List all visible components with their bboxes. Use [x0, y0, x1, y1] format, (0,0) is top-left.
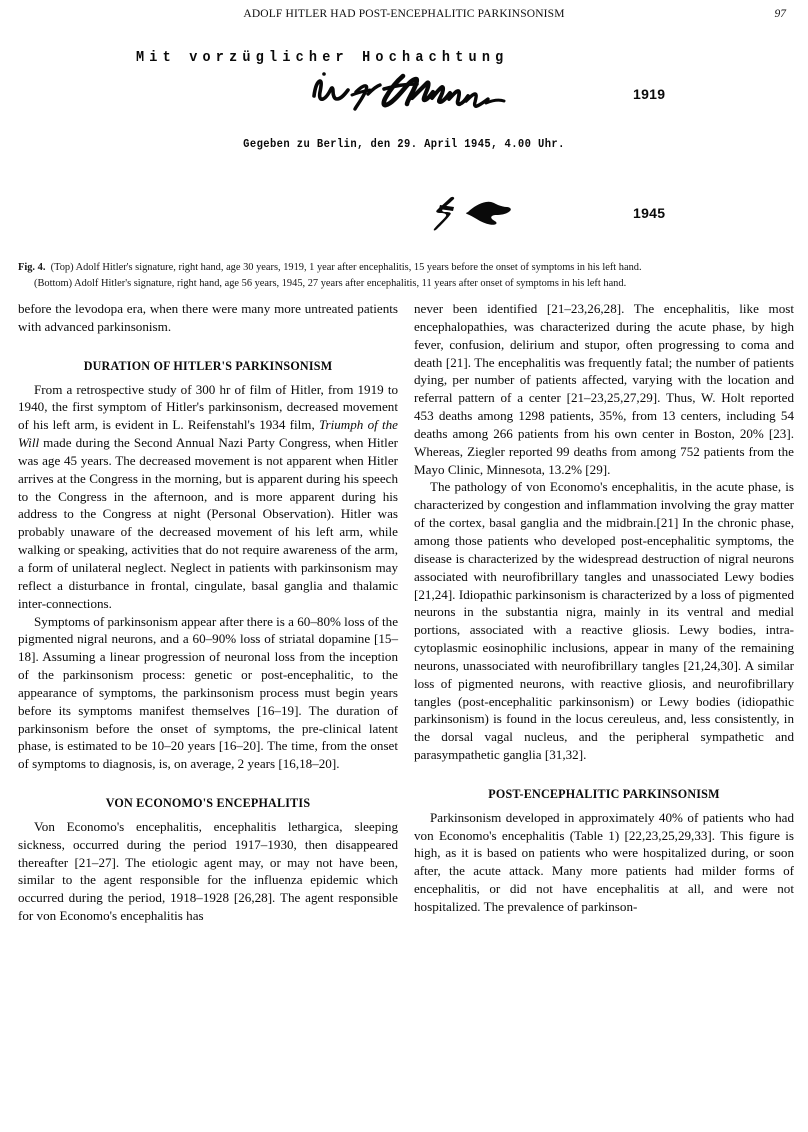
section-heading-von-economo: VON ECONOMO'S ENCEPHALITIS: [105, 796, 311, 811]
signature-1945: [428, 194, 524, 234]
typed-closing-line: Mit vorzüglicher Hochachtung: [136, 50, 509, 67]
caption-line-2: (Bottom) Adolf Hitler's signature, right hand, age 56 years, 1945, 27 years after encephalitis, 11 years after onset of symptoms in his left hand.: [34, 278, 627, 289]
paragraph-duration-1-part-b: made during the Second Annual Nazi Party Congress, when Hitler was age 45 years. The decreased movement is not apparent when Hitler arrives at the Congress in the morning, but is apparent during his speech to the Congress in the afternoon, and is more apparent during his address to the Congress at night (Personal Observation). Hitler was probably unaware of the decreased movement of his left arm, while walking or speaking, activities that do not require awareness of the arm, a form of unilateral neglect. Neglect in patients with parkinsonism may reflect a disturbance in frontal, cingulate, basal ganglia and thalamic inter-connections.: [18, 435, 398, 611]
body-column-left: [18, 300, 398, 925]
paragraph-von-economo-2: never been identified [21–23,26,28]. The encephalitis, like most encephalopathies, was characterized during the acute phase, by high fever, confusion, delirium and stupor, often progressing to coma and death [21]. The encephalitis was frequently fatal; the number of patients dying, per number of patients affected, varying with the location and referral pattern of a center [21–23,25,27,29]. Thus, W. Holt reported 453 deaths among 1298 patients, 35%, from 13 centers, including 54 deaths among 266 patients from his own center in Boston, 20% [23]. Whereas, Ziegler reported 99 deaths from among 752 patients from the Mayo Clinic, Minnesota, 13.2% [29].: [414, 301, 794, 477]
section-heading-post-encephalitic: POST-ENCEPHALITIC PARKINSONISM: [488, 786, 720, 801]
paragraph-pathology: The pathology of von Economo's encephalitis, in the acute phase, is characterized by congestion and inflammation involving the gray matter of the cortex, basal ganglia and the midbrain.[21] In the chronic phase, among those patients who developed post-encephalitic symptoms, the disease is characterized by the widespread destruction of nigral neurons associated with neurofibrillary tangles and unassociated Lewy bodies [21,24]. Idiopathic parkinsonism is characterized by a loss of pigmented neurons in the substantia nigra, mainly in its ventral and medial portions, associated with a reactive gliosis. Lewy bodies, intra-cytoplasmic eosinophilic inclusions, appear in many of the remaining neurons, unassociated with neurofibrillary tangles [21,24,30]. A similar loss of pigmented neurons, with reactive gliosis, and neurofibrillary tangles (post-encephalitic parkinsonism) or Lewy bodies (idiopathic parkinsonism) is found in the locus cereuleus, and, less consistently, in the dorsal vagal nucleus, and the peripheral sympathetic and parasympathetic ganglia [31,32].: [414, 479, 794, 763]
film-title: Triumph of the Will: [18, 417, 398, 451]
running-head: [0, 8, 808, 28]
figure-4: [18, 42, 790, 252]
caption-text-1: (Top) Adolf Hitler's signature, right hand, age 30 years, 1919, 1 year after encephalitis, 15 years before the onset of symptoms in his left hand.: [50, 262, 642, 273]
figure-year-bottom: 1945: [633, 205, 666, 221]
body-column-right: [414, 300, 794, 916]
section-heading-duration: DURATION OF HITLER'S PARKINSONISM: [83, 358, 333, 373]
paragraph-von-economo-1: Von Economo's encephalitis, encephalitis lethargica, sleeping sickness, occurred during the period 1917–1930, then disappeared thereafter [21–27]. The etiologic agent may, or may not have been, similar to the agent responsible for the influenza epidemic which occurred during the period, 1918–1928 [26,28]. The agent responsible for von Economo's encephalitis has: [18, 818, 398, 924]
caption-label: Fig. 4.: [18, 262, 46, 273]
figure-year-top: 1919: [633, 86, 666, 102]
figure-caption: [18, 260, 792, 292]
caption-line-1: [18, 260, 792, 276]
running-head-title: ADOLF HITLER HAD POST-ENCEPHALITIC PARKINSONISM: [243, 8, 565, 20]
paragraph-continued: before the levodopa era, when there were many more untreated patients with advanced parkinsonism.: [18, 301, 398, 334]
signature-1919: [308, 68, 518, 116]
heading-spacer-3: [414, 764, 794, 786]
paragraph-duration-1-part-a: From a retrospective study of 300 hr of film of Hitler, from 1919 to 1940, the first symptom of Hitler's parkinsonism, decreased movement of his left arm, is evident in L. Reifenstahl's 1934 film,: [18, 381, 398, 433]
page-number: 97: [774, 8, 786, 20]
heading-spacer-2: [18, 773, 398, 795]
heading-spacer: [18, 336, 398, 358]
typed-dateline: Gegeben zu Berlin, den 29. April 1945, 4.00 Uhr.: [243, 138, 565, 152]
paragraph-post-encephalitic-1: Parkinsonism developed in approximately 40% of patients who had von Economo's encephalitis (Table 1) [22,23,25,29,33]. This figure is high, as it is based on patients who were hospitalized during, or soon after, the acute attack. Many more patients had milder forms of encephalitis, or did not have encephalitis at all, and were not hospitalized. The prevalence of parkinson-: [414, 809, 794, 914]
paragraph-duration-2: Symptoms of parkinsonism appear after there is a 60–80% loss of the pigmented nigral neurons, and a 60–90% loss of striatal dopamine [15–18]. Assuming a linear progression of neuronal loss from the inception of the parkinsonism process: genetic or post-encephalitic, to the appearance of symptoms, the parkinsonism process must begin years before its symptoms manifest themselves [16–19]. The duration of parkinsonism before the onset of symptoms, the pre-clinical latent phase, is estimated to be 10–20 years [16–20]. The time, from the onset of symptoms to diagnosis, is, on average, 2 years [16,18–20].: [18, 613, 399, 772]
paragraph-duration-1: [18, 381, 398, 613]
